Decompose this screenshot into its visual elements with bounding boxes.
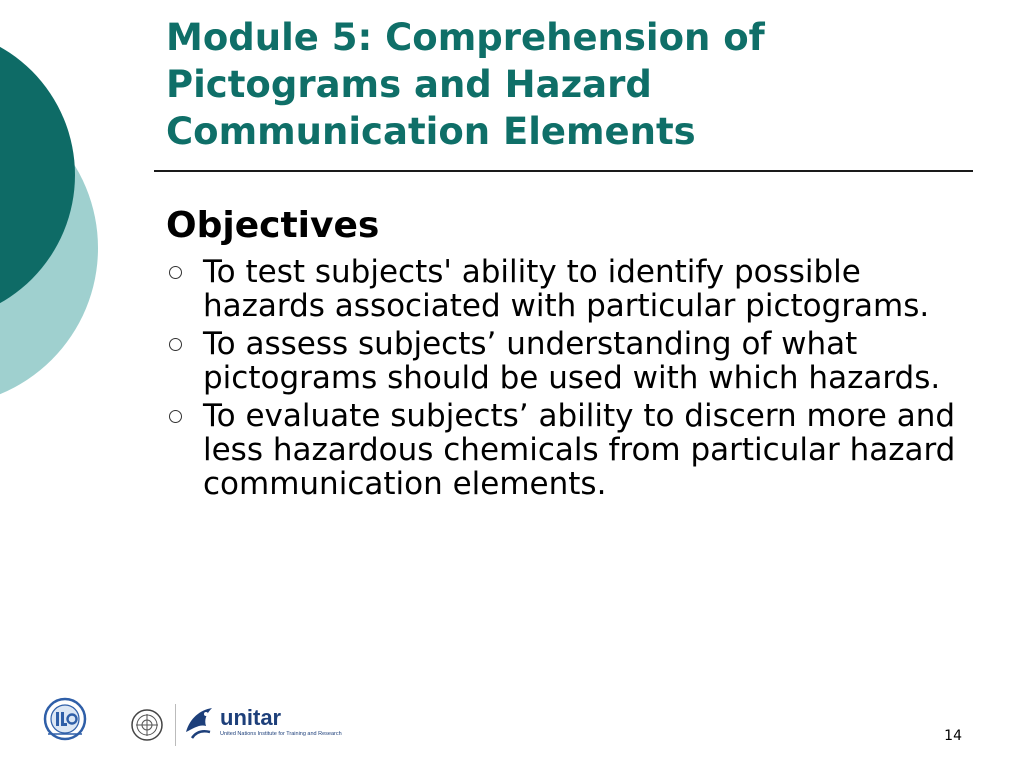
circle-bullet-icon <box>169 266 182 279</box>
decorative-circles <box>0 0 110 420</box>
unitar-bird-icon <box>182 702 216 746</box>
list-item-text: To assess subjects’ understanding of what pictograms should be used with which hazards. <box>203 326 941 396</box>
objectives-list <box>166 255 976 505</box>
list-item <box>166 327 976 395</box>
objectives-heading: Objectives <box>166 205 380 246</box>
un-emblem-icon <box>130 708 164 742</box>
unitar-subtitle: United Nations Institute for Training and Research <box>220 731 342 737</box>
unitar-name: unitar <box>220 705 282 730</box>
list-item <box>166 399 976 501</box>
title-line: Pictograms and Hazard <box>166 63 652 106</box>
list-item <box>166 255 976 323</box>
list-item-text: To evaluate subjects’ ability to discern more and less hazardous chemicals from particular hazard communication elements. <box>203 398 956 502</box>
list-item-text: To test subjects' ability to identify possible hazards associated with particular pictograms. <box>203 254 930 324</box>
logo-separator <box>175 704 176 746</box>
title-divider <box>154 170 973 172</box>
circle-bullet-icon <box>169 410 182 423</box>
title-line: Module 5: Comprehension of <box>166 16 765 59</box>
page-number: 14 <box>944 728 962 744</box>
slide-title <box>166 14 986 155</box>
unitar-logo <box>220 706 342 738</box>
title-line: Communication Elements <box>166 110 696 153</box>
ilo-logo <box>42 696 88 742</box>
circle-bullet-icon <box>169 338 182 351</box>
footer-logos <box>30 696 370 752</box>
